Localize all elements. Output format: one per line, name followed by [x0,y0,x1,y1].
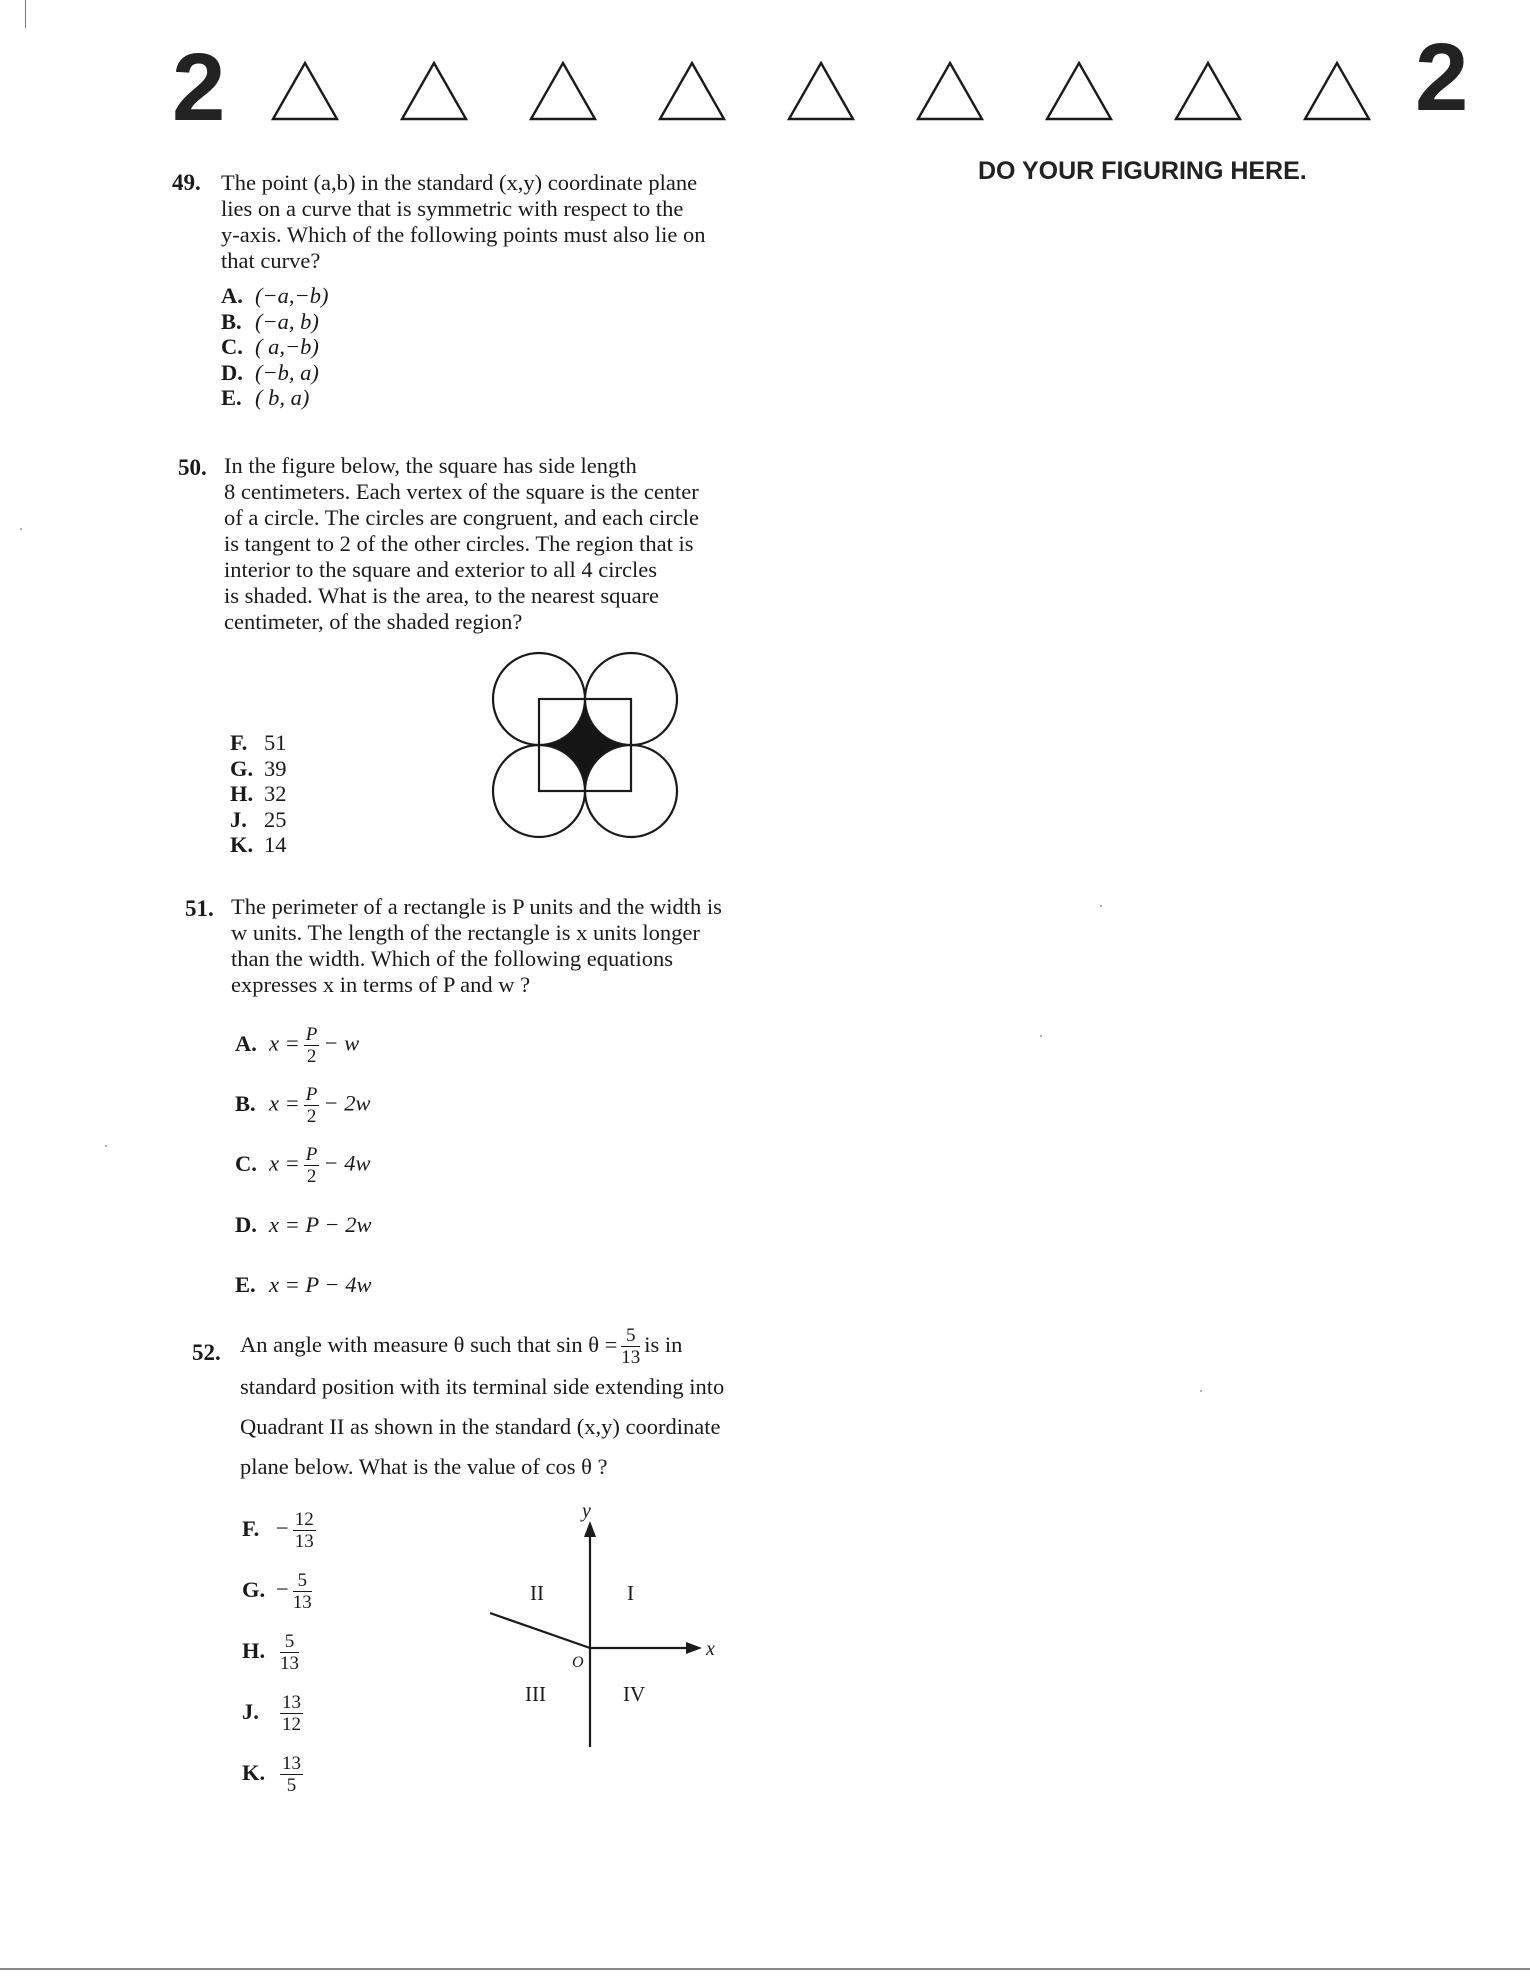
triangle-icon [270,60,340,122]
q50-line: of a circle. The circles are congruent, and each circle [224,505,699,530]
choice-B[interactable]: B. x = $\frac{P}{2}$ − 2w [235,1084,371,1127]
choice-K[interactable]: K. 14 [230,832,287,857]
shaded-region [539,699,631,791]
q49-choices [221,283,328,411]
choice-F[interactable]: F. − $\frac{12}{13}$ [242,1509,314,1552]
q50-line: 8 centimeters. Each vertex of the square is the center [224,479,699,504]
q50-line: In the figure below, the square has side length [224,453,637,478]
triangle-icon [915,60,985,122]
section-number-left: 2 [172,34,226,141]
choice-F[interactable]: F. 51 [230,730,287,755]
q49-line: that curve? [221,248,321,273]
q51-line: The perimeter of a rectangle is P units and the width is [231,894,722,919]
q51-line: w units. The length of the rectangle is x units longer [231,920,700,945]
q50-number: 50. [178,455,207,480]
choice-H[interactable]: H. $\frac{5}{13}$ [242,1631,299,1674]
triangle-icon [657,60,727,122]
q49-number: 49. [172,170,201,195]
q52-number: 52. [192,1340,221,1365]
choice-J[interactable]: J. $\frac{13}{12}$ [242,1692,301,1735]
choice-D[interactable]: D. x = P − 2w [235,1212,372,1237]
scan-speck [1040,1035,1042,1037]
choice-C[interactable]: C. x = $\frac{P}{2}$ − 4w [235,1144,371,1187]
scan-speck [1100,905,1102,907]
quadrant-IV-label: IV [623,1682,646,1706]
choice-K[interactable]: K. $\frac{13}{5}$ [242,1753,301,1796]
scan-mark [25,0,26,28]
q52-line: An angle with measure θ such that sin θ = $\frac{5}{13}$ is in [240,1325,683,1369]
choice-A[interactable]: A. (−a,−b) [221,283,329,308]
q49-line: lies on a curve that is symmetric with respect to the [221,196,684,221]
origin-label: O [572,1654,584,1671]
choice-E[interactable]: E. x = P − 4w [235,1272,372,1297]
coordinate-plane-figure [480,1505,730,1755]
q49-line: y-axis. Which of the following points must also lie on [221,222,706,247]
square-circles-figure [480,640,690,855]
figuring-label: DO YOUR FIGURING HERE. [978,157,1307,185]
choice-C[interactable]: C. ( a,−b) [221,334,319,359]
triangle-icon [528,60,598,122]
choice-D[interactable]: D. (−b, a) [221,359,319,385]
q49-line: The point (a,b) in the standard (x,y) coordinate plane [221,170,698,195]
quadrant-I-label: I [627,1581,634,1605]
q51-line: than the width. Which of the following equations [231,946,674,971]
triangle-icon [1173,60,1243,122]
q51-line: expresses x in terms of P and w ? [231,972,531,997]
quadrant-II-label: II [530,1581,544,1605]
scan-speck [1200,1390,1202,1392]
q49-stem [221,170,706,274]
q51-choices [235,1025,371,1325]
q51-stem [231,894,722,998]
triangle-icon [1044,60,1114,122]
scan-edge-line [0,1968,1530,1970]
section-number-right: 2 [1415,24,1469,131]
choice-E[interactable]: E. ( b, a) [221,385,310,410]
choice-G[interactable]: G. 39 [230,755,287,781]
q50-line: is shaded. What is the area, to the nearest square [224,583,660,608]
q52-line: standard position with its terminal side extending into [240,1374,725,1400]
q52-line: Quadrant II as shown in the standard (x,y) coordinate [240,1414,721,1440]
choice-A[interactable]: A. x = $\frac{P}{2}$ − w [235,1024,360,1067]
scan-speck [105,1145,107,1147]
triangle-icon [399,60,469,122]
q51-number: 51. [185,896,214,921]
q50-line: is tangent to 2 of the other circles. The region that is [224,531,694,556]
q50-line: centimeter, of the shaded region? [224,609,523,634]
x-axis-label: x [706,1638,715,1660]
q52-stem [240,1325,724,1487]
terminal-side [490,1613,590,1648]
triangle-icon [1302,60,1372,122]
triangle-icon [786,60,856,122]
q50-choices [230,730,287,858]
q50-stem [224,453,699,635]
choice-B[interactable]: B. (−a, b) [221,308,319,334]
q50-line: interior to the square and exterior to all 4 circles [224,557,657,582]
choice-H[interactable]: H. 32 [230,781,287,806]
y-axis-arrow [584,1521,596,1537]
y-axis-label: y [582,1505,591,1522]
scan-speck [20,528,22,530]
q52-line: plane below. What is the value of cos θ ? [240,1454,608,1480]
q52-choices [242,1510,320,1815]
choice-J[interactable]: J. 25 [230,806,287,832]
quadrant-III-label: III [525,1682,546,1706]
x-axis-arrow [686,1642,702,1654]
choice-G[interactable]: G. − $\frac{5}{13}$ [242,1570,312,1613]
